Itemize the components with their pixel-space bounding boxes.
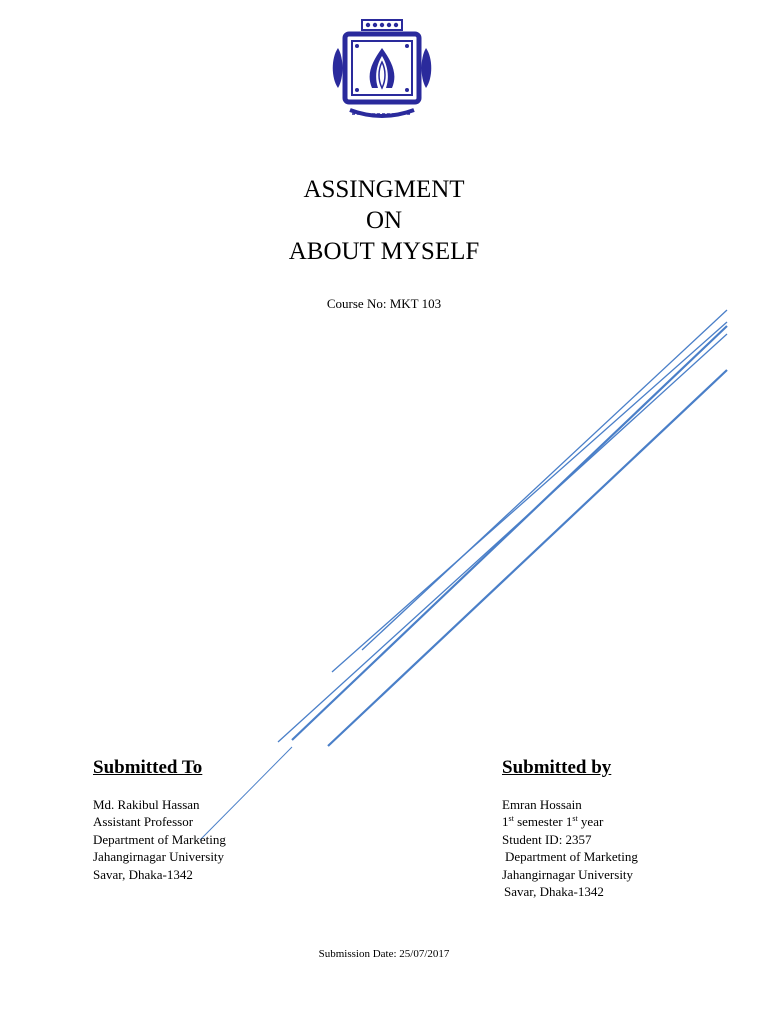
submitted-by-block bbox=[502, 796, 638, 900]
teacher-designation: Assistant Professor bbox=[93, 814, 194, 830]
university-logo bbox=[332, 18, 432, 126]
course-number: Course No: MKT 103 bbox=[326, 296, 442, 311]
teacher-university: Jahangirnagar University bbox=[93, 849, 225, 865]
student-university: Jahangirnagar University bbox=[502, 866, 634, 882]
submitted-by-heading: Submitted by bbox=[502, 757, 612, 778]
submission-date: Submission Date: 25/07/2017 bbox=[318, 948, 450, 960]
student-name: Emran Hossain bbox=[502, 797, 582, 812]
teacher-name: Md. Rakibul Hassan bbox=[93, 797, 200, 812]
title-line-3: ABOUT MYSELF bbox=[288, 238, 480, 265]
teacher-department: Department of Marketing bbox=[93, 831, 226, 847]
title-line-2: ON bbox=[365, 207, 403, 234]
title-line-1: ASSINGMENT bbox=[303, 176, 465, 203]
student-address: Savar, Dhaka-1342 bbox=[504, 884, 604, 900]
teacher-address: Savar, Dhaka-1342 bbox=[93, 866, 193, 882]
submitted-to-heading: Submitted To bbox=[93, 757, 203, 778]
student-department: Department of Marketing bbox=[505, 849, 638, 865]
student-semester: 1st semester 1st year bbox=[502, 814, 604, 830]
submitted-to-block bbox=[93, 796, 226, 883]
student-id: Student ID: 2357 bbox=[502, 831, 592, 847]
